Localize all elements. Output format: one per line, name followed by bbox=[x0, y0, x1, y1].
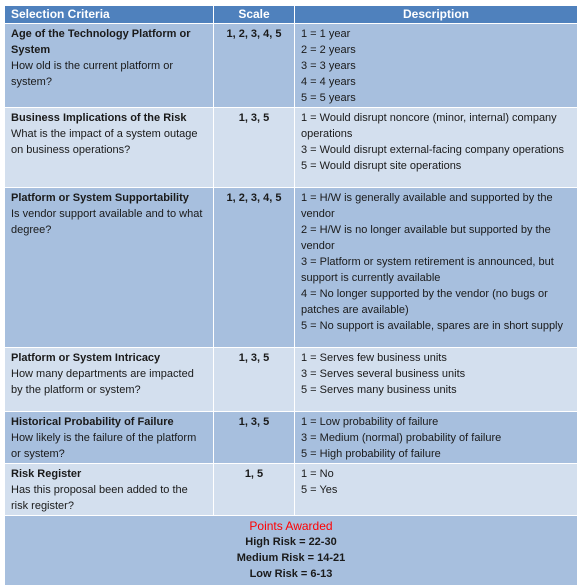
description-line: 3 = 3 years bbox=[301, 60, 356, 72]
table-row bbox=[5, 348, 578, 412]
table-row bbox=[5, 412, 578, 464]
description-line: 4 = 4 years bbox=[301, 76, 356, 88]
table-row bbox=[5, 108, 578, 188]
description-line: 1 = 1 year bbox=[301, 28, 351, 40]
description-cell bbox=[295, 188, 578, 348]
description-line: 4 = No longer supported by the vendor (no bugs or patches are available) bbox=[301, 288, 548, 316]
description-line: 1 = No bbox=[301, 468, 334, 480]
criteria-question: How many departments are impacted by the platform or system? bbox=[11, 368, 194, 396]
criteria-question: How old is the current platform or system? bbox=[11, 60, 174, 88]
points-awarded-row bbox=[5, 516, 578, 586]
description-line: 1 = Would disrupt noncore (minor, internal) company operations bbox=[301, 112, 557, 140]
scale-cell: 1, 3, 5 bbox=[214, 348, 295, 412]
criteria-cell bbox=[5, 24, 214, 108]
criteria-question: Is vendor support available and to what degree? bbox=[11, 208, 203, 236]
header-description: Description bbox=[295, 6, 578, 24]
criteria-title: Platform or System Intricacy bbox=[11, 352, 161, 364]
criteria-question: How likely is the failure of the platform or system? bbox=[11, 432, 197, 460]
low-risk-range: Low Risk = 6-13 bbox=[249, 568, 333, 580]
description-line: 5 = Would disrupt site operations bbox=[301, 160, 462, 172]
description-line: 2 = H/W is no longer available but supported by the vendor bbox=[301, 224, 551, 252]
description-line: 1 = Serves few business units bbox=[301, 352, 447, 364]
criteria-title: Historical Probability of Failure bbox=[11, 416, 174, 428]
criteria-title: Age of the Technology Platform or System bbox=[11, 28, 191, 56]
criteria-cell bbox=[5, 348, 214, 412]
criteria-title: Business Implications of the Risk bbox=[11, 112, 187, 124]
header-row bbox=[5, 6, 578, 24]
criteria-cell bbox=[5, 108, 214, 188]
scale-cell: 1, 2, 3, 4, 5 bbox=[214, 188, 295, 348]
header-selection-criteria: Selection Criteria bbox=[5, 6, 214, 24]
description-line: 3 = Platform or system retirement is announced, but support is currently available bbox=[301, 256, 554, 284]
medium-risk-range: Medium Risk = 14-21 bbox=[236, 552, 346, 564]
description-line: 3 = Serves several business units bbox=[301, 368, 466, 380]
description-line: 5 = Serves many business units bbox=[301, 384, 457, 396]
criteria-question: What is the impact of a system outage on business operations? bbox=[11, 128, 198, 156]
points-awarded-cell bbox=[5, 516, 578, 586]
description-cell bbox=[295, 108, 578, 188]
criteria-title: Risk Register bbox=[11, 468, 82, 480]
description-line: 5 = No support is available, spares are in short supply bbox=[301, 320, 564, 332]
high-risk-range: High Risk = 22-30 bbox=[245, 536, 337, 548]
scale-cell: 1, 3, 5 bbox=[214, 108, 295, 188]
description-line: 1 = Low probability of failure bbox=[301, 416, 439, 428]
description-cell bbox=[295, 348, 578, 412]
scale-cell: 1, 5 bbox=[214, 464, 295, 516]
description-line: 2 = 2 years bbox=[301, 44, 356, 56]
description-line: 3 = Would disrupt external-facing company operations bbox=[301, 144, 565, 156]
scale-cell: 1, 3, 5 bbox=[214, 412, 295, 464]
description-cell bbox=[295, 24, 578, 108]
table-row bbox=[5, 188, 578, 348]
table-row bbox=[5, 24, 578, 108]
criteria-cell bbox=[5, 412, 214, 464]
criteria-title: Platform or System Supportability bbox=[11, 192, 189, 204]
description-line: 1 = H/W is generally available and supported by the vendor bbox=[301, 192, 553, 220]
table-row bbox=[5, 464, 578, 516]
header-scale: Scale bbox=[214, 6, 295, 24]
description-cell bbox=[295, 412, 578, 464]
description-line: 5 = Yes bbox=[301, 484, 338, 496]
description-line: 5 = High probability of failure bbox=[301, 448, 441, 460]
description-line: 5 = 5 years bbox=[301, 92, 356, 104]
selection-criteria-table bbox=[4, 5, 578, 586]
description-cell bbox=[295, 464, 578, 516]
criteria-cell bbox=[5, 188, 214, 348]
scale-cell: 1, 2, 3, 4, 5 bbox=[214, 24, 295, 108]
points-awarded-title: Points Awarded bbox=[249, 519, 333, 533]
criteria-question: Has this proposal been added to the risk register? bbox=[11, 484, 188, 512]
description-line: 3 = Medium (normal) probability of failure bbox=[301, 432, 502, 444]
criteria-cell bbox=[5, 464, 214, 516]
criteria-table-container bbox=[4, 5, 577, 586]
